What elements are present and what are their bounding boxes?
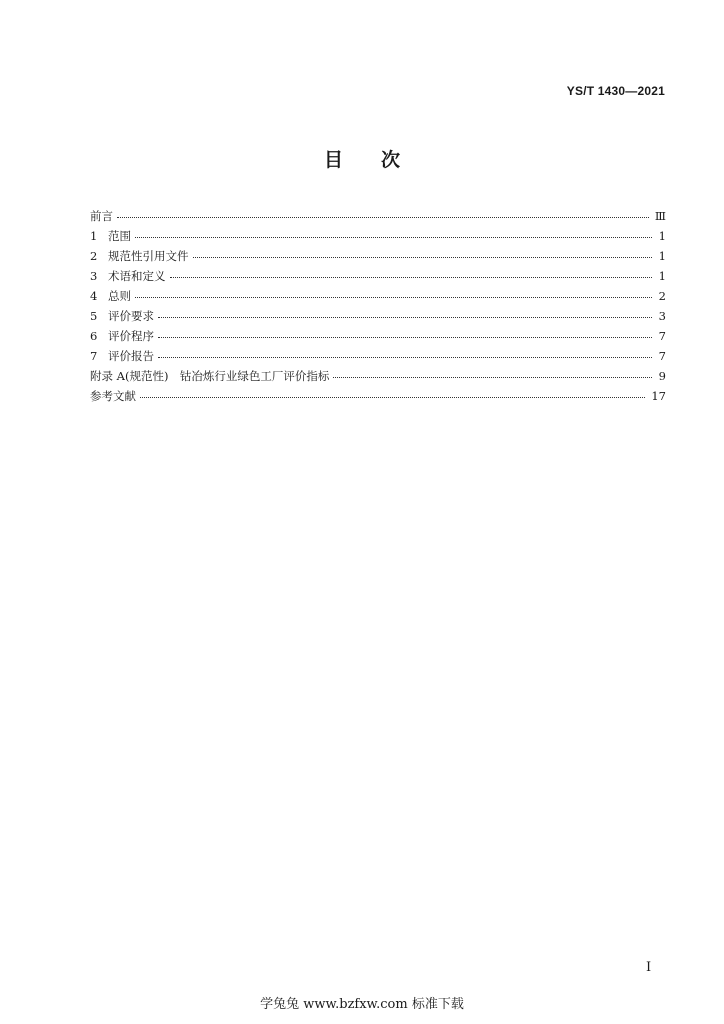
toc-entry-number: 3 [90,269,98,283]
toc-entry-title: 参考文献 [90,389,136,403]
toc-entry-page: 1 [658,269,666,283]
toc-entry-page: 9 [658,369,666,383]
toc-entry-title: 范围 [108,229,131,243]
toc-entry-title: 附录 A(规范性) 钴冶炼行业绿色工厂评价指标 [90,369,330,383]
page-number: Ⅰ [646,960,652,975]
dot-leader [140,397,645,398]
toc-entry-number: 2 [90,249,98,263]
toc-entry-page: 2 [658,289,666,303]
toc-entry-evaluation-requirements[interactable] [90,306,666,326]
dot-leader [158,317,652,318]
toc-entry-number: 7 [90,349,98,363]
dot-leader [135,237,652,238]
toc-entry-title: 术语和定义 [108,269,166,283]
toc-entry-terms-definitions[interactable] [90,266,666,286]
toc-entry-scope[interactable] [90,226,666,246]
toc-entry-page: 7 [658,349,666,363]
toc-entry-page: Ⅲ [654,209,666,223]
dot-leader [135,297,652,298]
toc-entry-page: 3 [658,309,666,323]
toc-entry-number: 4 [90,289,98,303]
toc-entry-normative-references[interactable] [90,246,666,266]
dot-leader [170,277,653,278]
toc-entry-title: 规范性引用文件 [108,249,189,263]
toc-entry-title: 评价程序 [108,329,154,343]
footer-watermark: 学兔兔 www.bzfxw.com 标准下载 [260,997,464,1012]
toc-entry-page: 1 [658,249,666,263]
dot-leader [158,357,652,358]
dot-leader [117,217,649,218]
toc-entry-evaluation-report[interactable] [90,346,666,366]
toc-entry-number: 5 [90,309,98,323]
dot-leader [333,377,652,378]
toc-entry-annex-a[interactable] [90,366,666,386]
toc-entry-general[interactable] [90,286,666,306]
dot-leader [193,257,653,258]
table-of-contents [90,206,666,406]
toc-entry-page: 1 [658,229,666,243]
toc-entry-title: 评价要求 [108,309,154,323]
toc-entry-bibliography[interactable] [90,386,666,406]
toc-entry-title: 评价报告 [108,349,154,363]
toc-entry-evaluation-procedure[interactable] [90,326,666,346]
page-title: 目 次 [323,149,400,171]
toc-entry-title: 总则 [108,289,131,303]
document-code: YS/T 1430—2021 [566,84,665,98]
toc-entry-title: 前言 [90,209,113,223]
toc-entry-number: 1 [90,229,98,243]
toc-entry-page: 17 [651,389,666,403]
toc-entry-foreword[interactable] [90,206,666,226]
toc-entry-number: 6 [90,329,98,343]
dot-leader [158,337,652,338]
toc-entry-page: 7 [658,329,666,343]
